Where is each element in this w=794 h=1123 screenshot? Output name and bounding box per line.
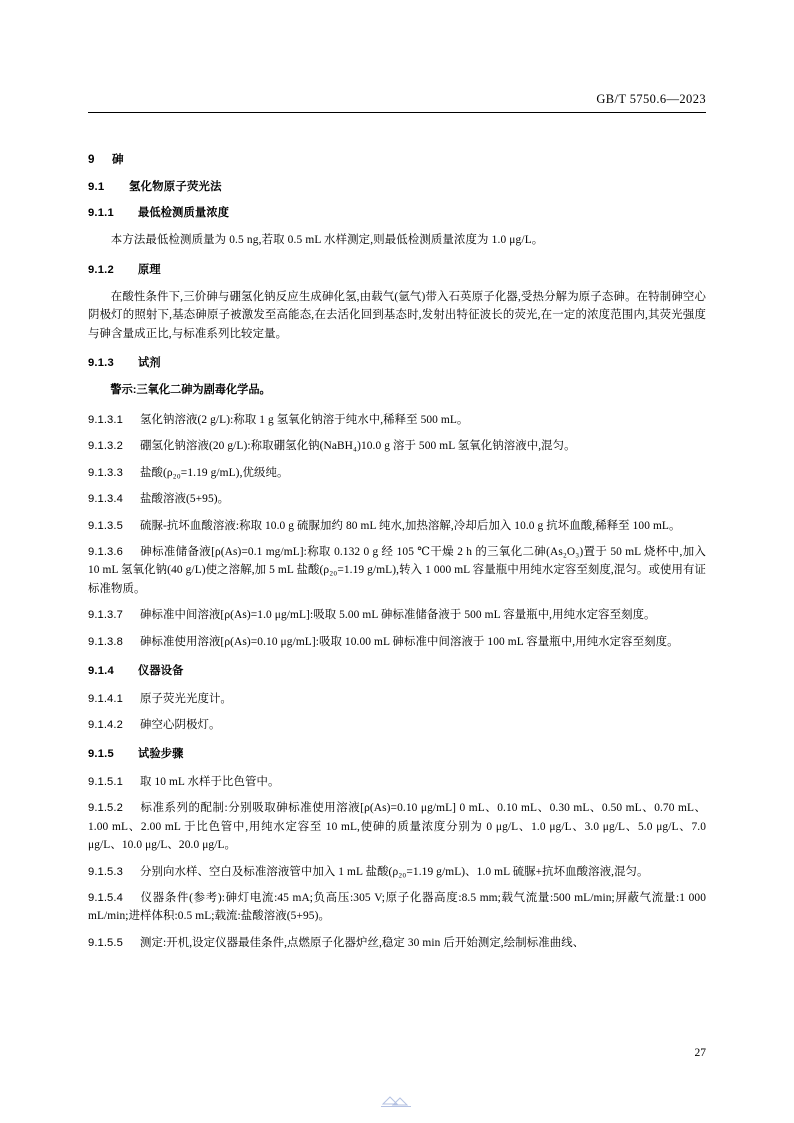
item-text: 砷空心阴极灯。	[140, 718, 221, 731]
warning-text: 警示:三氧化二砷为剧毒化学品。	[110, 384, 271, 397]
item-number: 9.1.5.5	[88, 936, 123, 949]
heading-9-1-3	[88, 358, 706, 369]
item-text: 盐酸溶液(5+95)。	[140, 493, 230, 506]
heading-9-1-4	[88, 666, 706, 677]
list-item	[88, 490, 706, 508]
item-number: 9.1.3.5	[88, 519, 123, 532]
list-item	[88, 863, 706, 881]
section-9-1-4-number: 9.1.4	[88, 665, 114, 678]
heading-9-1-5	[88, 749, 706, 760]
item-number: 9.1.5.3	[88, 865, 123, 878]
list-item	[88, 799, 706, 854]
item-text: 砷标准中间溶液[ρ(As)=1.0 μg/mL]:吸取 5.00 mL 砷标准储备液于 500 mL 容量瓶中,用纯水定容至刻度。	[140, 609, 656, 622]
header-divider	[88, 112, 706, 113]
list-item	[88, 690, 706, 708]
document-content	[88, 140, 706, 960]
item-text: 测定:开机,设定仪器最佳条件,点燃原子化器炉丝,稳定 30 min 后开始测定,绘制标准曲线、	[140, 936, 585, 949]
list-item	[88, 773, 706, 791]
item-number: 9.1.3.2	[88, 440, 123, 453]
list-item	[88, 543, 706, 598]
item-text: 砷标准储备液[ρ(As)=0.1 mg/mL]:称取 0.132 0 g 经 105 ℃干燥 2 h 的三氧化二砷(As₂O₃)置于 50 mL 烧杯中,加入 10 mL 氢氧化钠(40 g/L)使之溶解,加 5 mL 盐酸(ρ₂₀=1.19 g/mL),转入 1 000 mL 容量瓶中用纯水定容至刻度,混匀。或使用有证标准物质。	[88, 545, 706, 595]
list-item	[88, 437, 706, 455]
item-text: 标准系列的配制:分别吸取砷标准使用溶液[ρ(As)=0.10 μg/mL] 0 mL、0.10 mL、0.30 mL、0.50 mL、0.70 mL、1.00 mL、2.00 mL 于比色管中,用纯水定容至 10 mL,使砷的质量浓度分别为 0 μg/L、1.0 μg/L、3.0 μg/L、5.0 μg/L、7.0 μg/L、10.0 μg/L、20.0 μg/L。	[88, 802, 706, 852]
page-header	[88, 92, 706, 116]
list-item	[88, 411, 706, 429]
item-text: 取 10 mL 水样于比色管中。	[140, 775, 280, 788]
list-item	[88, 889, 706, 926]
item-text: 盐酸(ρ₂₀=1.19 g/mL),优级纯。	[140, 466, 289, 479]
section-9-1-3-title: 试剂	[138, 357, 161, 370]
item-number: 9.1.3.4	[88, 493, 123, 506]
list-item	[88, 517, 706, 535]
paragraph-9-1-2: 在酸性条件下,三价砷与硼氢化钠反应生成砷化氢,由载气(氩气)带入石英原子化器,受热分解为原子态砷。在特制砷空心阴极灯的照射下,基态砷原子被激发至高能态,在去活化回到基态时,发射出特征波长的荧光,在一定的浓度范围内,其荧光强度与砷含量成正比,与标准系列比较定量。	[88, 290, 706, 340]
section-9-1-1-title: 最低检测质量浓度	[138, 207, 230, 219]
paragraph-9-1-1: 本方法最低检测质量为 0.5 ng,若取 0.5 mL 水样测定,则最低检测质量浓度为 1.0 μg/L。	[110, 234, 544, 247]
item-number: 9.1.5.2	[88, 802, 123, 815]
item-text: 氢化钠溶液(2 g/L):称取 1 g 氢氧化钠溶于纯水中,稀释至 500 mL。	[140, 413, 469, 426]
item-text: 仪器条件(参考):砷灯电流:45 mA;负高压:305 V;原子化器高度:8.5 mm;载气流量:500 mL/min;屏蔽气流量:1 000 mL/min;进样体积:0.5 mL;载流:盐酸溶液(5+95)。	[88, 892, 706, 923]
list-item	[88, 606, 706, 624]
heading-9-1-1	[88, 208, 706, 219]
standard-number: GB/T 5750.6—2023	[596, 92, 706, 106]
item-number: 9.1.3.7	[88, 609, 123, 622]
item-number: 9.1.3.6	[88, 545, 123, 558]
section-9-1-3-number: 9.1.3	[88, 357, 114, 370]
item-number: 9.1.4.2	[88, 718, 123, 731]
section-9-1-number: 9.1	[88, 180, 105, 193]
heading-clause-9	[88, 154, 706, 166]
page-number: 27	[694, 1047, 706, 1059]
section-9-1-title: 氢化物原子荧光法	[129, 180, 222, 193]
list-item	[88, 633, 706, 651]
item-number: 9.1.5.4	[88, 892, 123, 904]
item-text: 原子荧光光度计。	[140, 692, 232, 705]
item-number: 9.1.5.1	[88, 775, 123, 788]
heading-9-1	[88, 182, 706, 193]
section-9-1-2-number: 9.1.2	[88, 263, 114, 276]
item-number: 9.1.4.1	[88, 692, 123, 705]
section-9-1-5-number: 9.1.5	[88, 748, 114, 761]
section-9-1-2-title: 原理	[138, 263, 161, 276]
list-item	[88, 716, 706, 734]
clause-9-title: 砷	[112, 153, 124, 166]
list-item	[88, 464, 706, 482]
section-9-1-5-title: 试验步骤	[138, 748, 184, 761]
item-number: 9.1.3.1	[88, 413, 123, 426]
watermark-logo	[379, 1093, 415, 1109]
item-text: 砷标准使用溶液[ρ(As)=0.10 μg/mL]:吸取 10.00 mL 砷标准中间溶液于 100 mL 容量瓶中,用纯水定容至刻度。	[140, 635, 679, 648]
item-number: 9.1.3.8	[88, 635, 123, 648]
item-text: 硫脲-抗坏血酸溶液:称取 10.0 g 硫脲加约 80 mL 纯水,加热溶解,冷却后加入 10.0 g 抗坏血酸,稀释至 100 mL。	[140, 519, 681, 532]
item-number: 9.1.3.3	[88, 466, 123, 479]
item-text: 硼氢化钠溶液(20 g/L):称取硼氢化钠(NaBH₄)10.0 g 溶于 500 mL 氢氧化钠溶液中,混匀。	[140, 440, 576, 453]
clause-9-number: 9	[88, 153, 95, 166]
heading-9-1-2	[88, 265, 706, 276]
item-text: 分别向水样、空白及标准溶液管中加入 1 mL 盐酸(ρ₂₀=1.19 g/mL)、1.0 mL 硫脲+抗坏血酸溶液,混匀。	[140, 865, 649, 878]
section-9-1-1-number: 9.1.1	[88, 207, 114, 219]
section-9-1-4-title: 仪器设备	[138, 665, 184, 678]
list-item	[88, 934, 706, 952]
